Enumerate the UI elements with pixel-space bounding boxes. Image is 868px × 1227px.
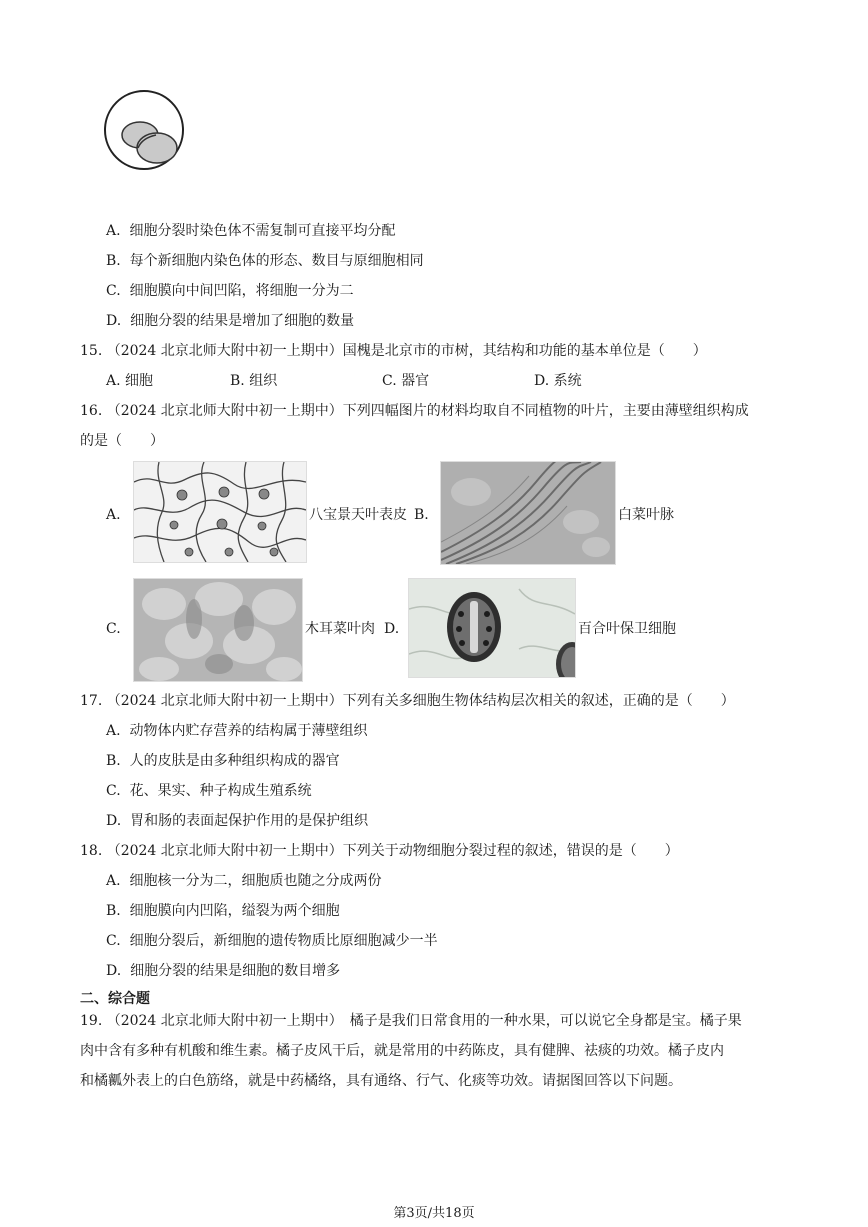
option-letter: C.	[106, 933, 121, 949]
option-text: 细胞分裂的结果是增加了细胞的数量	[130, 313, 355, 329]
option-text: 细胞分裂时染色体不需复制可直接平均分配	[129, 223, 396, 239]
option-letter: B.	[106, 753, 121, 769]
q16-option-a-caption: 八宝景天叶表皮	[309, 507, 407, 523]
option-text: 细胞膜向中间凹陷，将细胞一分为二	[129, 283, 354, 299]
q16-option-b-letter[interactable]: B.	[414, 507, 429, 523]
q14-option-d[interactable]	[106, 312, 354, 330]
q15-stem: 15. （2024 北京北师大附中初一上期中）国槐是北京市的市树，其结构和功能的基本单位是（ ）	[80, 343, 707, 359]
option-text: 细胞	[125, 373, 154, 389]
q16-option-d-letter[interactable]: D.	[384, 621, 400, 637]
option-text: 细胞膜向内凹陷，缢裂为两个细胞	[129, 903, 340, 919]
page-number: 第3页/共18页	[393, 1206, 475, 1221]
q17-option-b[interactable]	[106, 752, 340, 770]
q15-option-d[interactable]	[534, 372, 582, 390]
q16-option-b-caption: 白菜叶脉	[618, 507, 674, 523]
mesophyll-micrograph	[133, 578, 303, 682]
q16-option-d-caption: 百合叶保卫细胞	[578, 621, 676, 637]
vein-micrograph	[440, 461, 616, 565]
option-text: 系统	[553, 373, 582, 389]
section-title: 二、综合题	[80, 991, 150, 1007]
guard-cell-micrograph	[408, 578, 576, 678]
option-text: 细胞分裂的结果是细胞的数目增多	[130, 963, 341, 979]
option-letter: D.	[106, 313, 122, 329]
option-letter: B.	[106, 903, 121, 919]
option-letter: D.	[106, 963, 122, 979]
q18-option-b[interactable]	[106, 902, 340, 920]
q14-option-a[interactable]	[106, 222, 395, 240]
option-letter: D.	[534, 373, 550, 389]
q16-stem-line2: 的是（ ）	[80, 433, 164, 449]
option-letter: C.	[106, 783, 121, 799]
option-letter: A.	[106, 373, 121, 389]
q17-option-c[interactable]	[106, 782, 312, 800]
option-letter: D.	[106, 813, 122, 829]
q15-option-b[interactable]	[230, 372, 277, 390]
q14-option-c[interactable]	[106, 282, 354, 300]
option-letter: A.	[106, 873, 121, 889]
q15-option-a[interactable]	[106, 372, 153, 390]
option-text: 每个新细胞内染色体的形态、数目与原细胞相同	[129, 253, 424, 269]
q15-option-c[interactable]	[382, 372, 429, 390]
option-text: 人的皮肤是由多种组织构成的器官	[129, 753, 340, 769]
option-text: 细胞分裂后，新细胞的遗传物质比原细胞减少一半	[129, 933, 438, 949]
q16-stem-line1: 16. （2024 北京北师大附中初一上期中）下列四幅图片的材料均取自不同植物的叶片，主要由薄壁组织构成	[80, 403, 749, 419]
option-letter: A.	[106, 723, 121, 739]
q19-line1: 19. （2024 北京北师大附中初一上期中） 橘子是我们日常食用的一种水果，可以说它全身都是宝。橘子果	[80, 1013, 742, 1029]
q17-option-d[interactable]	[106, 812, 368, 830]
q19-line2: 肉中含有多种有机酸和维生素。橘子皮风干后，就是常用的中药陈皮，具有健脾、祛痰的功效。橘子皮内	[80, 1043, 724, 1059]
option-letter: B.	[230, 373, 245, 389]
option-letter: C.	[382, 373, 397, 389]
cell-division-figure	[102, 88, 188, 174]
q14-option-b[interactable]	[106, 252, 424, 270]
q18-option-a[interactable]	[106, 872, 381, 890]
q16-option-c-letter[interactable]: C.	[106, 621, 121, 637]
option-text: 花、果实、种子构成生殖系统	[129, 783, 312, 799]
epidermis-micrograph	[133, 461, 307, 563]
q18-option-d[interactable]	[106, 962, 340, 980]
option-text: 胃和肠的表面起保护作用的是保护组织	[130, 813, 369, 829]
option-text: 细胞核一分为二，细胞质也随之分成两份	[129, 873, 382, 889]
option-text: 组织	[249, 373, 278, 389]
option-text: 器官	[401, 373, 430, 389]
option-letter: B.	[106, 253, 121, 269]
q18-option-c[interactable]	[106, 932, 438, 950]
q17-stem: 17. （2024 北京北师大附中初一上期中）下列有关多细胞生物体结构层次相关的叙述，正确的是（ ）	[80, 693, 735, 709]
q17-option-a[interactable]	[106, 722, 367, 740]
q16-option-c-caption: 木耳菜叶肉	[305, 621, 375, 637]
q19-line3: 和橘瓤外表上的白色筋络，就是中药橘络，具有通络、行气、化痰等功效。请据图回答以下问题。	[80, 1073, 682, 1089]
option-text: 动物体内贮存营养的结构属于薄壁组织	[129, 723, 368, 739]
option-letter: A.	[106, 223, 121, 239]
q16-option-a-letter[interactable]: A.	[106, 507, 121, 523]
q18-stem: 18. （2024 北京北师大附中初一上期中）下列关于动物细胞分裂过程的叙述，错误的是（ ）	[80, 843, 679, 859]
option-letter: C.	[106, 283, 121, 299]
